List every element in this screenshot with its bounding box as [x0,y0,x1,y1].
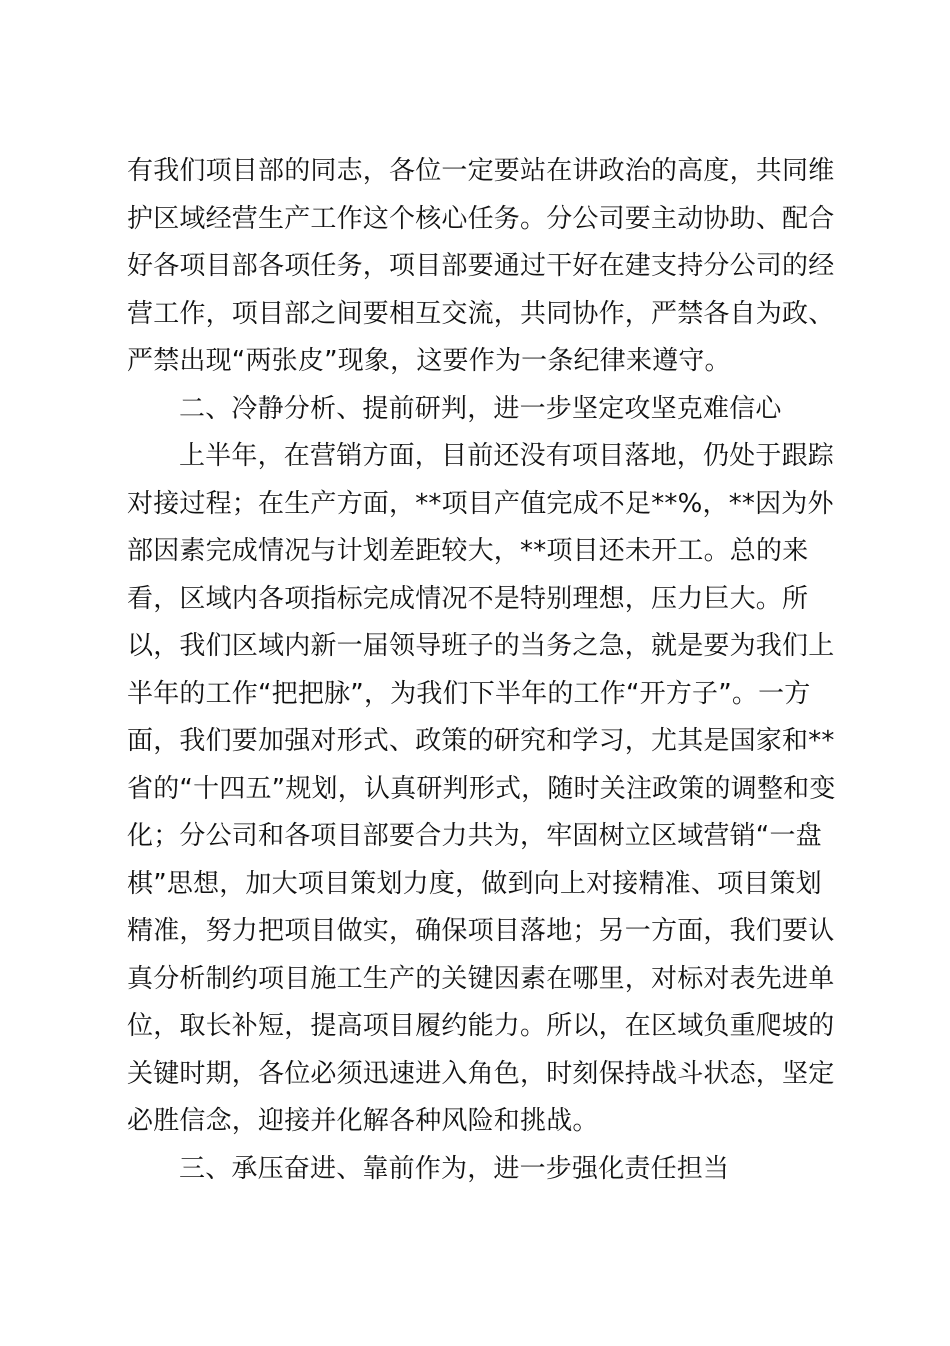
text-line: 化；分公司和各项目部要合力共为，牢固树立区域营销“一盘 [127,821,822,851]
text-line: 面，我们要加强对形式、政策的研究和学习，尤其是国家和** [127,726,835,756]
text-line: 精准，努力把项目做实，确保项目落地；另一方面，我们要认 [127,916,835,946]
text-line: 严禁出现“两张皮”现象，这要作为一条纪律来遵守。 [127,346,731,376]
text-line: 棋”思想，加大项目策划力度，做到向上对接精准、项目策划 [127,868,822,899]
text-line: 半年的工作“把把脉”，为我们下半年的工作“开方子”。一方 [127,678,811,709]
text-line: 关键时期，各位必须迅速进入角色，时刻保持战斗状态，坚定 [127,1058,835,1089]
text-line: 必胜信念，迎接并化解各种风险和挑战。 [127,1106,599,1136]
text-line: 营工作，项目部之间要相互交流，共同协作，严禁各自为政、 [127,298,835,329]
text-line: 有我们项目部的同志，各位一定要站在讲政治的高度，共同维 [127,156,835,186]
section-heading-2: 二、冷静分析、提前研判，进一步坚定攻坚克难信心 [179,393,782,424]
paragraph-analysis [127,433,836,1146]
section-heading-3: 三、承压奋进、靠前作为，进一步强化责任担当 [179,1153,730,1184]
text-line: 看，区域内各项指标完成情况不是特别理想，压力巨大。所 [127,583,809,614]
paragraph-continuation [127,148,835,386]
text-line: 对接过程；在生产方面，**项目产值完成不足**%，**因为外 [127,488,834,519]
text-line: 护区域经营生产工作这个核心任务。分公司要主动协助、配合 [127,203,835,234]
text-line: 真分析制约项目施工生产的关键因素在哪里，对标对表先进单 [127,963,835,994]
text-line: 位，取长补短，提高项目履约能力。所以，在区域负重爬坡的 [127,1011,835,1041]
text-line: 上半年，在营销方面，目前还没有项目落地，仍处于跟踪 [179,441,835,471]
text-line: 好各项目部各项任务，项目部要通过干好在建支持分公司的经 [127,251,835,281]
text-line: 部因素完成情况与计划差距较大，**项目还未开工。总的来 [127,536,809,566]
document-body [127,148,836,1193]
text-line: 省的“十四五”规划，认真研判形式，随时关注政策的调整和变 [127,773,836,804]
text-line: 以，我们区域内新一届领导班子的当务之急，就是要为我们上 [127,631,835,661]
